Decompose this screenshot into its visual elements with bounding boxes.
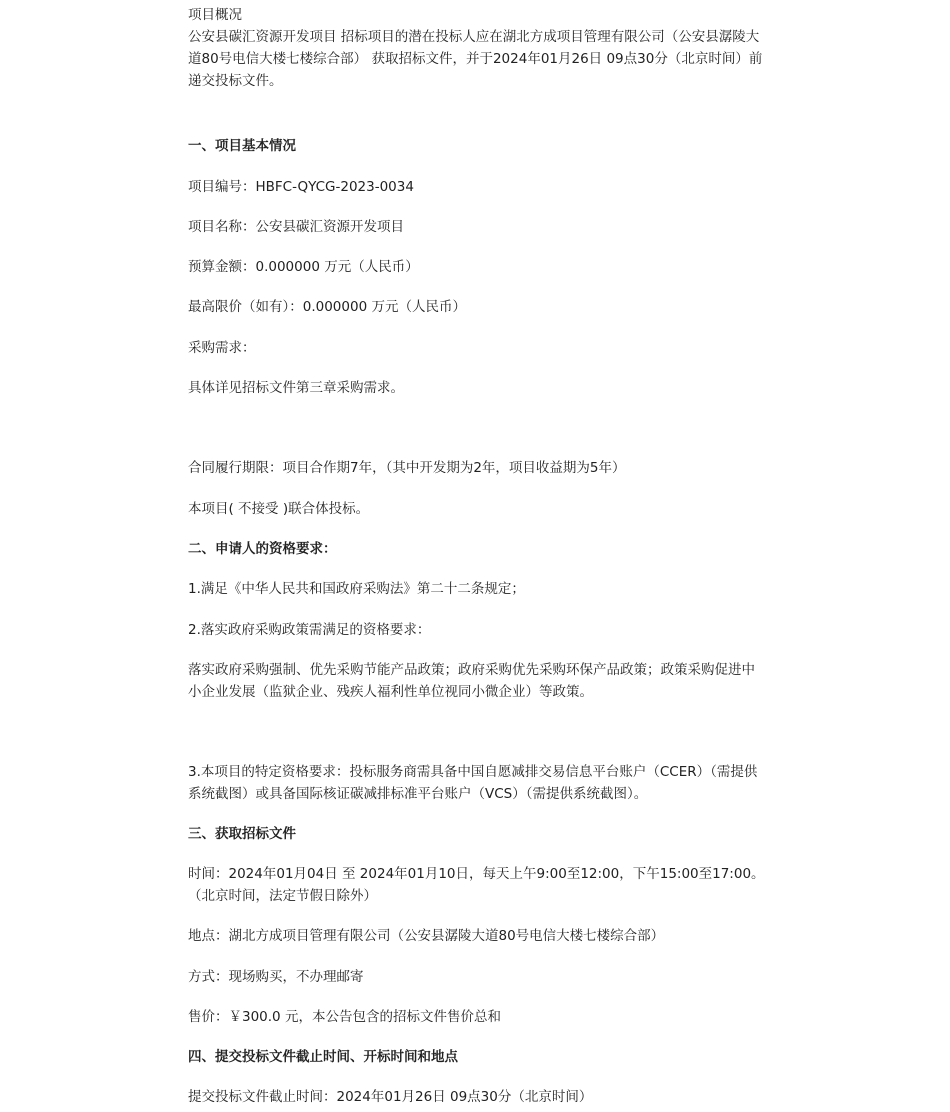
section4-heading: 四、提交投标文件截止时间、开标时间和地点 xyxy=(188,1049,458,1065)
max-price: 最高限价（如有）：0.000000 万元（人民币） xyxy=(188,299,466,315)
budget-amount: 预算金额：0.000000 万元（人民币） xyxy=(188,259,419,275)
submission-deadline: 提交投标文件截止时间：2024年01月26日 09点30分（北京时间） xyxy=(188,1089,593,1105)
contract-period: 合同履行期限：项目合作期7年，（其中开发期为2年，项目收益期为5年） xyxy=(188,460,626,476)
demand-detail: 具体详见招标文件第三章采购需求。 xyxy=(188,380,404,396)
requirement-1: 1.满足《中华人民共和国政府采购法》第二十二条规定； xyxy=(188,581,525,597)
demand-label: 采购需求： xyxy=(188,340,256,356)
section3-heading: 三、获取招标文件 xyxy=(188,826,296,842)
consortium-note: 本项目( 不接受 )联合体投标。 xyxy=(188,501,370,517)
requirement-3: 3.本项目的特定资格要求：投标服务商需具备中国自愿减排交易信息平台账户（CCER）（需提供系统截图）或具备国际核证碳减排标准平台账户（VCS）（需提供系统截图）。 xyxy=(188,764,758,802)
section2-heading: 二、申请人的资格要求： xyxy=(188,541,337,557)
requirement-2-detail: 落实政府采购强制、优先采购节能产品政策；政府采购优先采购环保产品政策；政策采购促进中小企业发展（监狱企业、残疾人福利性单位视同小微企业）等政策。 xyxy=(188,662,755,700)
project-number: 项目编号：HBFC-QYCG-2023-0034 xyxy=(188,179,414,195)
obtain-place: 地点：湖北方成项目管理有限公司（公安县潺陵大道80号电信大楼七楼综合部） xyxy=(188,928,665,944)
section1-heading: 一、项目基本情况 xyxy=(188,138,296,154)
requirement-2: 2.落实政府采购政策需满足的资格要求： xyxy=(188,622,431,638)
obtain-method: 方式：现场购买，不办理邮寄 xyxy=(188,969,364,985)
overview-body: 公安县碳汇资源开发项目 招标项目的潜在投标人应在湖北方成项目管理有限公司（公安县潺陵大道80号电信大楼七楼综合部） 获取招标文件，并于2024年01月26日 09点30分（北京时间）前递交投标文件。 xyxy=(188,29,763,89)
document-price: 售价：￥300.0 元，本公告包含的招标文件售价总和 xyxy=(188,1009,501,1025)
overview-title: 项目概况 xyxy=(188,7,242,23)
project-name: 项目名称：公安县碳汇资源开发项目 xyxy=(188,219,404,235)
obtain-time: 时间：2024年01月04日 至 2024年01月10日，每天上午9:00至12:00，下午15:00至17:00。（北京时间，法定节假日除外） xyxy=(188,866,765,904)
